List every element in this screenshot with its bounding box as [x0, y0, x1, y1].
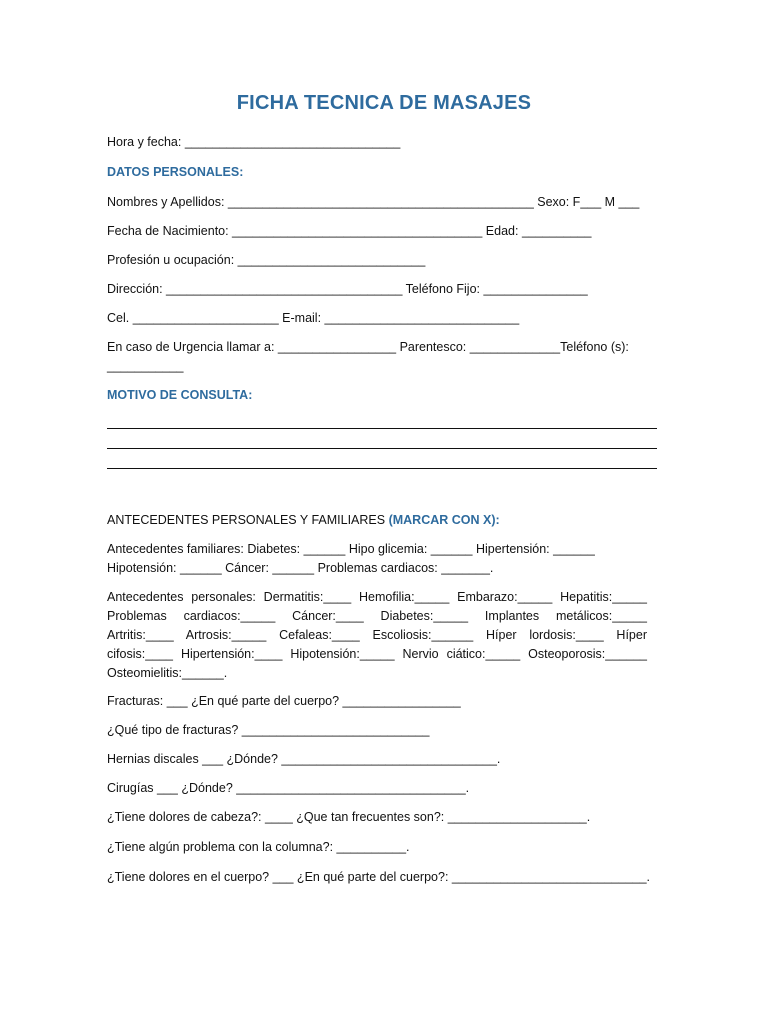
marcar-con-x-label: (MARCAR CON X):	[388, 513, 500, 527]
urgencia-field[interactable]: En caso de Urgencia llamar a: _________________ Parentesco: _____________Teléfono (s):	[107, 340, 629, 354]
hernias-field[interactable]: Hernias discales ___ ¿Dónde? _______________________________.	[107, 752, 501, 766]
antecedentes-personales-line-3[interactable]: Artritis:____ Artrosis:_____ Cefaleas:____ Escoliosis:______ Híper lordosis:____ Híper	[107, 628, 647, 642]
cirugias-field[interactable]: Cirugías ___ ¿Dónde? _________________________________.	[107, 781, 470, 795]
profesion-field[interactable]: Profesión u ocupación: ___________________________	[107, 253, 426, 267]
antecedentes-heading	[107, 512, 667, 528]
page-title: FICHA TECNICA DE MASAJES	[236, 92, 532, 114]
dolores-cabeza-field[interactable]: ¿Tiene dolores de cabeza?: ____ ¿Que tan frecuentes son?: ____________________.	[107, 810, 591, 824]
urgencia-telefono-field[interactable]: ___________	[107, 359, 184, 373]
motivo-line-1[interactable]	[107, 428, 657, 429]
fracturas-field[interactable]: Fracturas: ___ ¿En qué parte del cuerpo? _________________	[107, 694, 461, 708]
motivo-line-3[interactable]	[107, 468, 657, 469]
antecedentes-personales-line-4[interactable]: cifosis:____ Hipertensión:____ Hipotensión:_____ Nervio ciático:_____ Osteoporosis:______	[107, 647, 647, 661]
antecedentes-familiares-line-2[interactable]: Hipotensión: ______ Cáncer: ______ Problemas cardiacos: _______.	[107, 561, 494, 575]
antecedentes-personales-line-1[interactable]: Antecedentes personales: Dermatitis:____ Hemofilia:_____ Embarazo:_____ Hepatitis:_____	[107, 590, 647, 604]
motivo-line-2[interactable]	[107, 448, 657, 449]
antecedentes-heading-text: ANTECEDENTES PERSONALES Y FAMILIARES	[107, 513, 389, 527]
motivo-consulta-heading: MOTIVO DE CONSULTA:	[107, 388, 253, 402]
direccion-field[interactable]: Dirección: __________________________________ Teléfono Fijo: _______________	[107, 282, 588, 296]
datos-personales-heading: DATOS PERSONALES:	[107, 165, 244, 179]
antecedentes-personales-line-2[interactable]: Problemas cardiacos:_____ Cáncer:____ Diabetes:_____ Implantes metálicos:_____	[107, 609, 647, 623]
hora-fecha-field[interactable]: Hora y fecha: _______________________________	[107, 135, 401, 149]
nacimiento-field[interactable]: Fecha de Nacimiento: ____________________________________ Edad: __________	[107, 224, 592, 238]
tipo-fracturas-field[interactable]: ¿Qué tipo de fracturas? ___________________________	[107, 723, 430, 737]
dolores-cuerpo-field[interactable]: ¿Tiene dolores en el cuerpo? ___ ¿En qué parte del cuerpo?: ____________________________.	[107, 870, 651, 884]
cel-email-field[interactable]: Cel. _____________________ E-mail: ____________________________	[107, 311, 520, 325]
antecedentes-familiares-line-1[interactable]: Antecedentes familiares: Diabetes: ______ Hipo glicemia: ______ Hipertensión: ______	[107, 542, 595, 556]
columna-field[interactable]: ¿Tiene algún problema con la columna?: __________.	[107, 840, 410, 854]
nombres-field[interactable]: Nombres y Apellidos: ____________________________________________ Sexo: F___ M ___	[107, 195, 640, 209]
antecedentes-personales-line-5[interactable]: Osteomielitis:______.	[107, 666, 228, 680]
